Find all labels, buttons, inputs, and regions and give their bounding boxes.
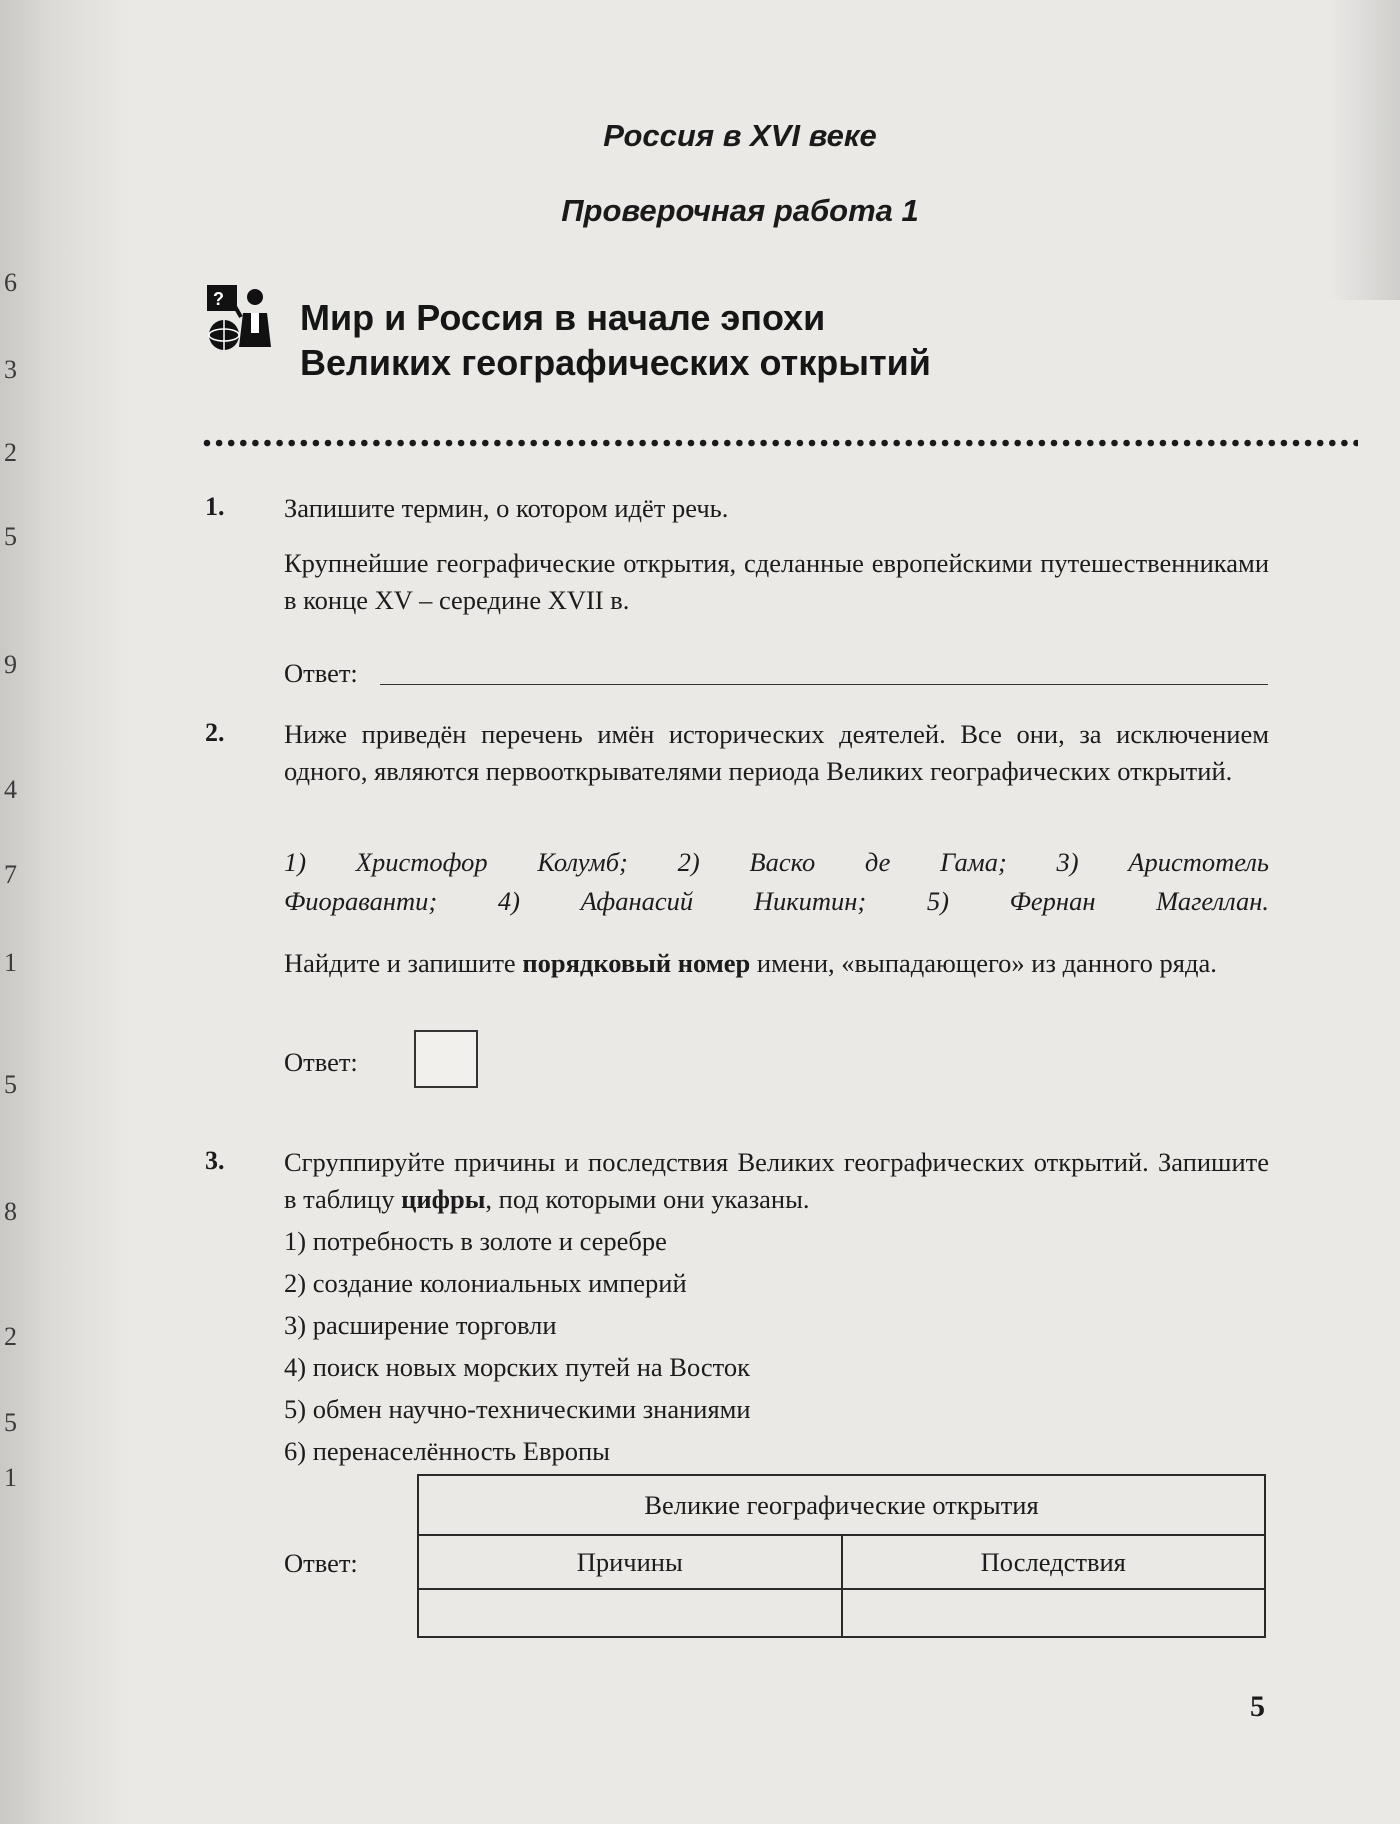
divider-dot <box>688 440 695 447</box>
divider-dot <box>930 440 937 447</box>
divider-dot <box>676 440 683 447</box>
teacher-globe-icon <box>205 283 277 355</box>
prompt-emphasis: цифры <box>401 1184 486 1214</box>
topic-title-line: Великих географических открытий <box>300 342 931 383</box>
divider-dot <box>603 440 610 447</box>
divider-dot <box>397 440 404 447</box>
divider-dot <box>385 440 392 447</box>
column-header-effects: Последствия <box>842 1535 1266 1589</box>
divider-dot <box>1244 440 1251 447</box>
divider-dot <box>434 440 441 447</box>
names-list <box>284 843 1269 921</box>
topic-title <box>300 295 1280 385</box>
names-line: 1) Христофор Колумб; 2) Васко де Гама; 3) Аристотель <box>284 847 1269 877</box>
question-prompt <box>284 1144 1269 1218</box>
divider-dot <box>1329 440 1336 447</box>
divider-dot <box>785 440 792 447</box>
divider-dot <box>1208 440 1215 447</box>
margin-number: 6 <box>4 268 17 297</box>
divider-dot <box>264 440 271 447</box>
question-number: 1. <box>205 492 225 521</box>
divider-dot <box>1135 440 1142 447</box>
divider-dot <box>990 440 997 447</box>
margin-number: 5 <box>4 1070 17 1099</box>
divider-dot <box>1111 440 1118 447</box>
margin-number: 7 <box>4 860 17 889</box>
margin-number: 5 <box>4 522 17 551</box>
answer-label: Ответ: <box>284 1548 358 1578</box>
question-number: 2. <box>205 718 225 747</box>
divider-dot <box>1317 440 1324 447</box>
divider-dot <box>252 440 259 447</box>
divider-dot <box>1196 440 1203 447</box>
divider-dot <box>518 440 525 447</box>
divider-dot <box>240 440 247 447</box>
divider-dot <box>1256 440 1263 447</box>
divider-dot <box>1305 440 1312 447</box>
margin-number: 2 <box>4 1322 17 1351</box>
divider-dot <box>1220 440 1227 447</box>
divider-dot <box>748 440 755 447</box>
divider-dot <box>1051 440 1058 447</box>
margin-number: 3 <box>4 355 17 384</box>
margin-number: 9 <box>4 650 17 679</box>
divider-dot <box>615 440 622 447</box>
divider-dot <box>639 440 646 447</box>
topic-title-line: Мир и Россия в начале эпохи <box>300 297 826 338</box>
divider-dot <box>942 440 949 447</box>
divider-dot <box>288 440 295 447</box>
divider-dot <box>1087 440 1094 447</box>
task-text: Найдите и запишите <box>284 948 523 978</box>
divider-dot <box>760 440 767 447</box>
divider-dot <box>881 440 888 447</box>
divider-dot <box>1172 440 1179 447</box>
divider-dot <box>409 440 416 447</box>
divider-dot <box>966 440 973 447</box>
divider-dot <box>1341 440 1348 447</box>
divider-dot <box>664 440 671 447</box>
question-number: 3. <box>205 1146 225 1175</box>
task-emphasis: порядковый номер <box>522 948 751 978</box>
question-task <box>284 945 1269 982</box>
margin-number: 8 <box>4 1197 17 1226</box>
margin-number: 4 <box>4 775 17 804</box>
divider-dot <box>337 440 344 447</box>
list-item: 4) поиск новых морских путей на Восток <box>284 1352 751 1382</box>
column-header-causes: Причины <box>418 1535 842 1589</box>
divider-dot <box>736 440 743 447</box>
svg-text:?: ? <box>213 289 224 309</box>
names-line: Фиораванти; 4) Афанасий Никитин; 5) Фернан Магеллан. <box>284 886 1269 916</box>
divider-dot <box>579 440 586 447</box>
divider-dot <box>591 440 598 447</box>
divider-dot <box>373 440 380 447</box>
divider-dot <box>627 440 634 447</box>
divider-dot <box>978 440 985 447</box>
divider-dot <box>712 440 719 447</box>
divider-dot <box>1039 440 1046 447</box>
task-text: имени, «выпадающего» из данного ряда. <box>750 948 1217 978</box>
dotted-divider <box>203 437 1358 449</box>
divider-dot <box>954 440 961 447</box>
question-prompt: Запишите термин, о котором идёт речь. <box>284 493 729 523</box>
divider-dot <box>506 440 513 447</box>
divider-dot <box>458 440 465 447</box>
section-title: Россия в XVI веке <box>603 118 877 153</box>
list-item: 6) перенаселённость Европы <box>284 1436 610 1466</box>
divider-dot <box>494 440 501 447</box>
question-prompt: Ниже приведён перечень имён исторических деятелей. Все они, за исключением одного, являются первооткрывателями периода Великих географических открытий. <box>284 719 1269 786</box>
divider-dot <box>555 440 562 447</box>
prompt-text: Сгруппируйте причины и последствия Великих географических открытий. Запишите в таблицу <box>284 1147 1269 1214</box>
divider-dot <box>651 440 658 447</box>
divider-dot <box>797 440 804 447</box>
divider-dot <box>1002 440 1009 447</box>
divider-dot <box>1269 440 1276 447</box>
prompt-text: , под которыми они указаны. <box>485 1184 810 1214</box>
divider-dot <box>857 440 864 447</box>
divider-dot <box>1063 440 1070 447</box>
divider-dot <box>845 440 852 447</box>
answer-table <box>417 1474 1266 1638</box>
answer-box[interactable] <box>414 1030 478 1088</box>
list-item: 1) потребность в золоте и серебре <box>284 1226 667 1256</box>
divider-dot <box>809 440 816 447</box>
divider-dot <box>821 440 828 447</box>
margin-number: 1 <box>4 1463 17 1492</box>
divider-dot <box>1353 440 1358 447</box>
margin-number: 2 <box>4 438 17 467</box>
divider-dot <box>446 440 453 447</box>
divider-dot <box>567 440 574 447</box>
divider-dot <box>216 440 223 447</box>
divider-dot <box>906 440 913 447</box>
divider-dot <box>325 440 332 447</box>
table-title: Великие географические открытия <box>418 1475 1265 1535</box>
work-title: Проверочная работа 1 <box>561 193 919 228</box>
divider-dot <box>724 440 731 447</box>
effects-answer-cell[interactable] <box>842 1589 1266 1637</box>
divider-dot <box>228 440 235 447</box>
divider-dot <box>893 440 900 447</box>
divider-dot <box>1027 440 1034 447</box>
divider-dot <box>772 440 779 447</box>
divider-dot <box>313 440 320 447</box>
divider-dot <box>1014 440 1021 447</box>
divider-dot <box>918 440 925 447</box>
divider-dot <box>1099 440 1106 447</box>
divider-dot <box>1184 440 1191 447</box>
page-edge-shadow <box>1330 0 1400 300</box>
divider-dot <box>543 440 550 447</box>
divider-dot <box>1075 440 1082 447</box>
divider-dot <box>833 440 840 447</box>
divider-dot <box>204 440 211 447</box>
divider-dot <box>470 440 477 447</box>
list-item: 5) обмен научно-техническими знаниями <box>284 1394 751 1424</box>
page-number: 5 <box>1250 1690 1265 1723</box>
divider-dot <box>422 440 429 447</box>
divider-dot <box>1160 440 1167 447</box>
divider-dot <box>482 440 489 447</box>
answer-input-line[interactable] <box>380 684 1268 685</box>
divider-dot <box>700 440 707 447</box>
divider-dot <box>530 440 537 447</box>
list-item: 2) создание колониальных империй <box>284 1268 687 1298</box>
divider-dot <box>1148 440 1155 447</box>
answer-label: Ответ: <box>284 1047 358 1077</box>
list-item: 3) расширение торговли <box>284 1310 557 1340</box>
margin-number: 1 <box>4 948 17 977</box>
divider-dot <box>869 440 876 447</box>
divider-dot <box>361 440 368 447</box>
divider-dot <box>1232 440 1239 447</box>
answer-label: Ответ: <box>284 658 358 688</box>
divider-dot <box>349 440 356 447</box>
margin-number: 5 <box>4 1408 17 1437</box>
page-gutter-shadow <box>0 0 130 1824</box>
question-text: Крупнейшие географические открытия, сделанные европейскими путешественниками в конце XV – середине XVII в. <box>284 548 1269 615</box>
divider-dot <box>301 440 308 447</box>
divider-dot <box>1281 440 1288 447</box>
divider-dot <box>1123 440 1130 447</box>
causes-answer-cell[interactable] <box>418 1589 842 1637</box>
divider-dot <box>1293 440 1300 447</box>
divider-dot <box>276 440 283 447</box>
